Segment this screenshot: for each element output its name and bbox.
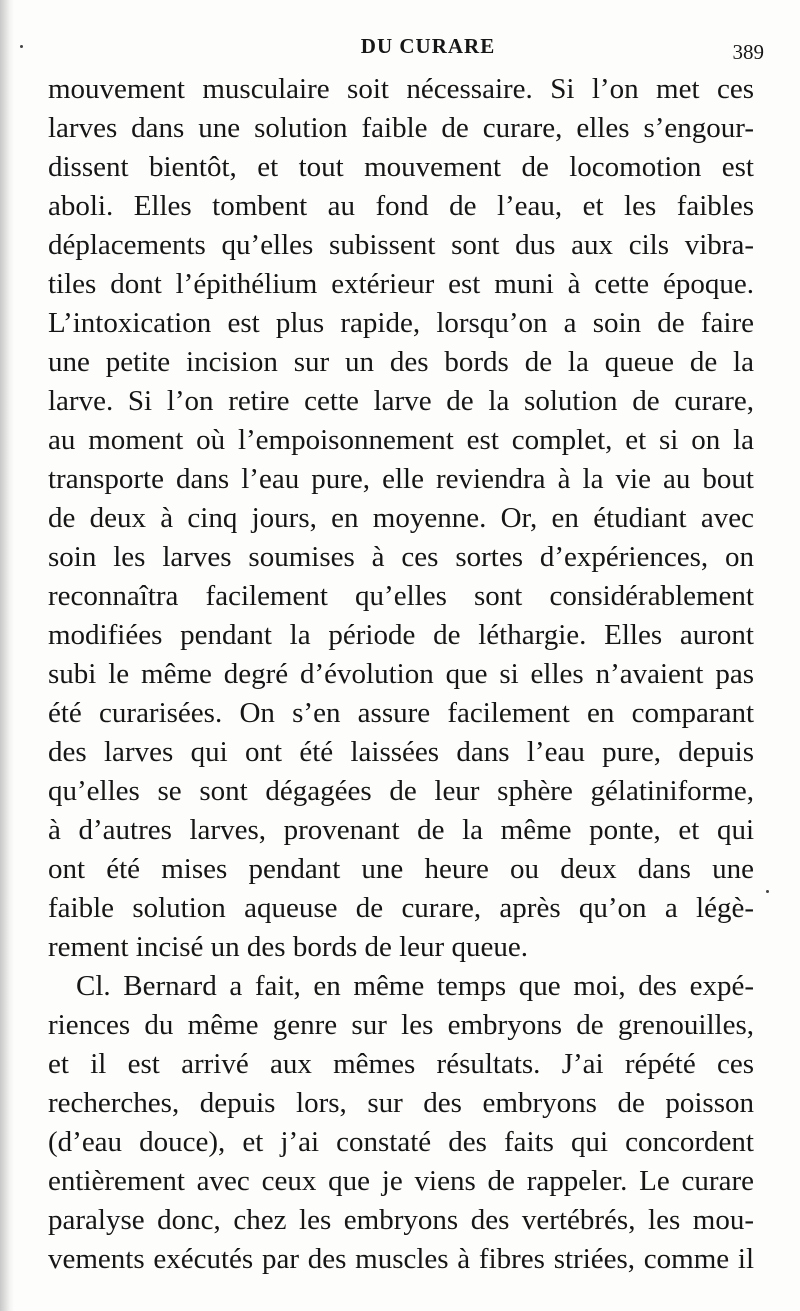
text-line: L’intoxication est plus rapide, lorsqu’on a soin de faire [48, 307, 754, 339]
text-line: aboli. Elles tombent au fond de l’eau, et les faibles [48, 190, 754, 222]
text-line: été curarisées. On s’en assure facilement en comparant [48, 697, 754, 729]
text-line: reconnaîtra facilement qu’elles sont considérablement [48, 580, 754, 612]
text-line: vements exécutés par des muscles à fibres striées, comme il [48, 1243, 754, 1275]
text-line: tiles dont l’épithélium extérieur est muni à cette époque. [48, 268, 754, 300]
text-line: (d’eau douce), et j’ai constaté des faits qui concordent [48, 1126, 754, 1158]
running-title: DU CURARE [360, 34, 496, 58]
text-line: soin les larves soumises à ces sortes d’expériences, on [48, 541, 754, 573]
text-line: une petite incision sur un des bords de la queue de la [48, 346, 754, 378]
text-line: et il est arrivé aux mêmes résultats. J’ai répété ces [48, 1048, 754, 1080]
text-line: à d’autres larves, provenant de la même ponte, et qui [48, 814, 754, 846]
print-speck [20, 45, 23, 48]
text-line: au moment où l’empoisonnement est complet, et si on la [48, 424, 754, 456]
text-line: subi le même degré d’évolution que si elles n’avaient pas [48, 658, 754, 690]
page-number: 389 [732, 40, 764, 64]
text-line: modifiées pendant la période de léthargie. Elles auront [48, 619, 754, 651]
text-line: entièrement avec ceux que je viens de rappeler. Le curare [48, 1165, 754, 1197]
text-line: qu’elles se sont dégagées de leur sphère gélatiniforme, [48, 775, 754, 807]
paragraph-end-line: rement incisé un des bords de leur queue. [48, 931, 528, 963]
running-head [48, 34, 764, 64]
text-line: larves dans une solution faible de curare, elles s’engour- [48, 112, 754, 144]
text-line: de deux à cinq jours, en moyenne. Or, en étudiant avec [48, 502, 754, 534]
text-line: paralyse donc, chez les embryons des vertébrés, les mou- [48, 1204, 754, 1236]
text-line: faible solution aqueuse de curare, après qu’on a légè- [48, 892, 754, 924]
text-line: recherches, depuis lors, sur des embryons de poisson [48, 1087, 754, 1119]
text-line: larve. Si l’on retire cette larve de la solution de curare, [48, 385, 754, 417]
page-gutter-shadow [0, 0, 14, 1311]
text-line: des larves qui ont été laissées dans l’eau pure, depuis [48, 736, 754, 768]
paragraph-start-line: Cl. Bernard a fait, en même temps que moi, des expé- [76, 970, 754, 1002]
print-speck [766, 890, 769, 893]
text-line: déplacements qu’elles subissent sont dus aux cils vibra- [48, 229, 754, 261]
text-line: mouvement musculaire soit nécessaire. Si l’on met ces [48, 73, 754, 105]
text-line: dissent bientôt, et tout mouvement de locomotion est [48, 151, 754, 183]
text-line: ont été mises pendant une heure ou deux dans une [48, 853, 754, 885]
text-line: riences du même genre sur les embryons de grenouilles, [48, 1009, 754, 1041]
text-line: transporte dans l’eau pure, elle reviendra à la vie au bout [48, 463, 754, 495]
body-text [48, 70, 754, 1279]
